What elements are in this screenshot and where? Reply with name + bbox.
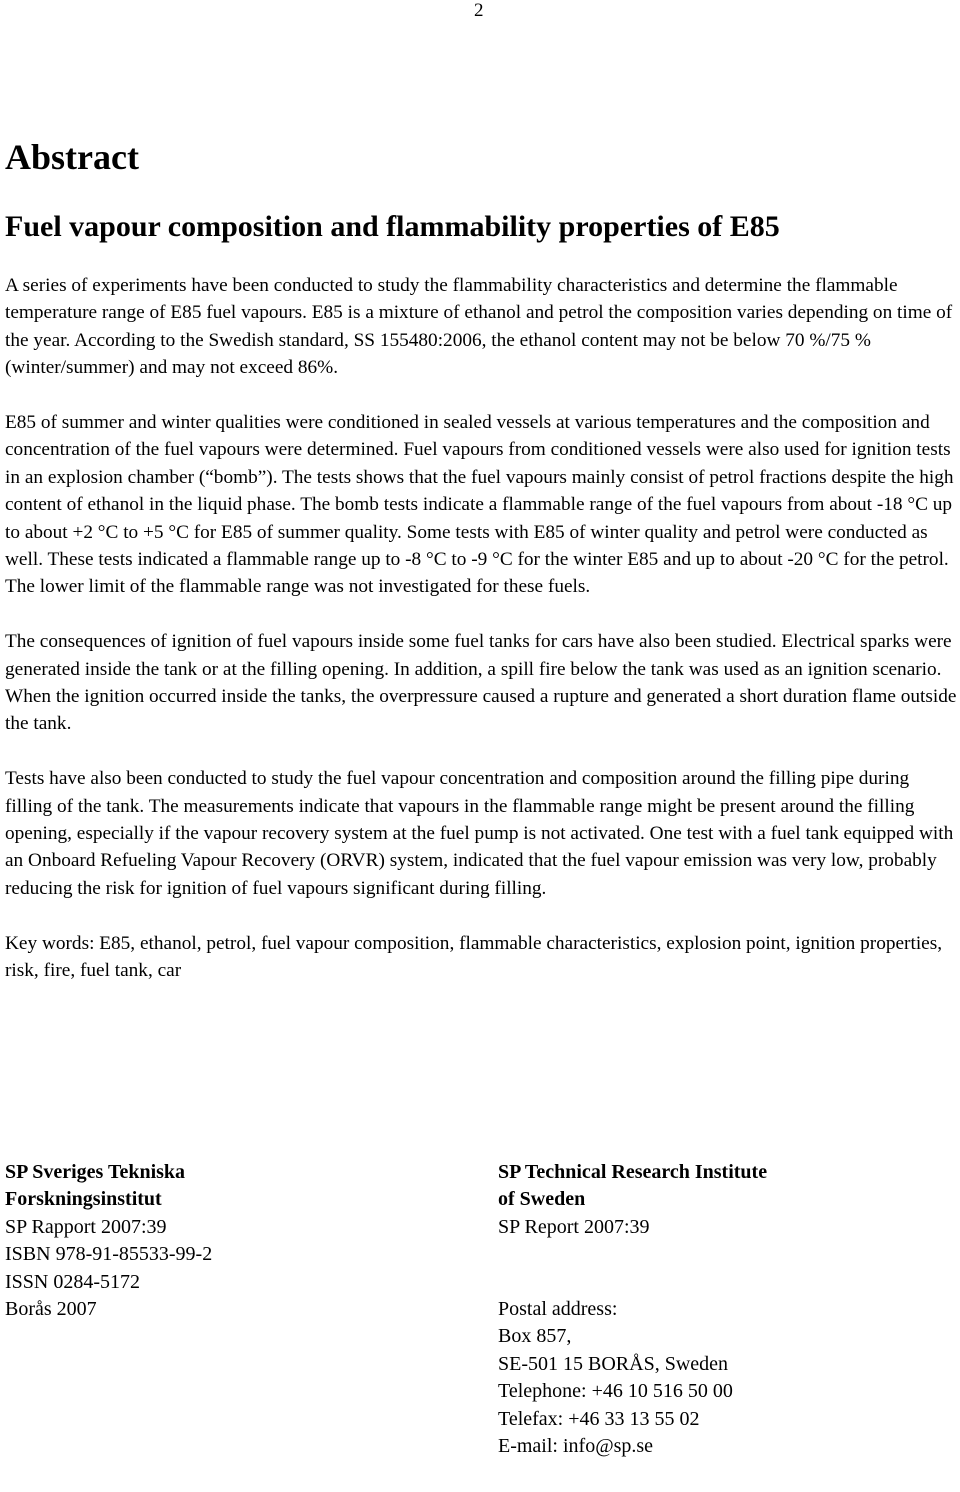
issn: ISSN 0284-5172 bbox=[5, 1270, 141, 1293]
page-number: 2 bbox=[474, 0, 484, 21]
telephone: Telephone: +46 10 516 50 00 bbox=[498, 1380, 733, 1403]
email-address: E-mail: info@sp.se bbox=[498, 1435, 654, 1458]
abstract-body bbox=[5, 272, 960, 1012]
org-name-sv-line1: SP Sveriges Tekniska bbox=[5, 1161, 186, 1183]
report-number-sv: SP Rapport 2007:39 bbox=[5, 1215, 167, 1238]
postal-address-label: Postal address: bbox=[498, 1298, 618, 1321]
org-name-sv-line2: Forskningsinstitut bbox=[5, 1188, 162, 1211]
footer-swedish-info bbox=[5, 1159, 405, 1323]
postal-box: Box 857, bbox=[498, 1325, 572, 1348]
footer-english-info bbox=[498, 1159, 958, 1460]
paragraph-intro: A series of experiments have been conducted to study the flammability characteristics and determine the flammable temperature range of E85 fuel vapours. E85 is a mixture of ethanol and petrol the composition varies depending on time of the year. According to the Swedish standard, SS 155480:2006, the ethanol content may not be below 70 %/75 % (winter/summer) and may not exceed 86%. bbox=[5, 275, 953, 379]
telefax: Telefax: +46 33 13 55 02 bbox=[498, 1407, 700, 1430]
footer-spacer bbox=[498, 1241, 958, 1296]
place-year: Borås 2007 bbox=[5, 1298, 97, 1321]
org-name-en-line1: SP Technical Research Institute bbox=[498, 1161, 768, 1183]
paragraph-filling-tests: Tests have also been conducted to study the fuel vapour concentration and composition around the filling pipe during filling of the tank. The measurements indicate that vapours in the flammable range might be present around the filling opening, especially if the vapour recovery system at the fuel pump is not activated. One test with a fuel tank equipped with an Onboard Refueling Vapour Recovery (ORVR) system, indicated that the fuel vapour emission was very low, probably reducing the risk for ignition of fuel vapours significant during filling. bbox=[5, 768, 954, 899]
isbn: ISBN 978-91-85533-99-2 bbox=[5, 1243, 213, 1266]
paragraph-keywords: Key words: E85, ethanol, petrol, fuel vapour composition, flammable characteristics, explosion point, ignition properties, risk, fire, fuel tank, car bbox=[5, 932, 943, 982]
report-number-en: SP Report 2007:39 bbox=[498, 1215, 650, 1238]
paragraph-vapour-tests: E85 of summer and winter qualities were conditioned in sealed vessels at various temperatures and the composition and concentration of the fuel vapours were determined. Fuel vapours from conditioned vessels were also used for ignition tests in an explosion chamber (“bomb”). The tests shows that the fuel vapours mainly consist of petrol fractions despite the high content of ethanol in the liquid phase. The bomb tests indicate a flammable range of the fuel vapours from about -18 °C up to about +2 °C to +5 °C for E85 of summer quality. Some tests with E85 of winter quality and petrol were conducted as well. These tests indicated a flammable range up to -8 °C to -9 °C for the winter E85 and up to about -20 °C for the petrol. The lower limit of the flammable range was not investigated for these fuels. bbox=[5, 412, 954, 598]
org-name-en-line2: of Sweden bbox=[498, 1188, 586, 1211]
document-title: Fuel vapour composition and flammability properties of E85 bbox=[5, 210, 780, 243]
abstract-heading: Abstract bbox=[5, 137, 139, 177]
paragraph-tank-ignition: The consequences of ignition of fuel vapours inside some fuel tanks for cars have also been studied. Electrical sparks were generated inside the tank or at the filling opening. In addition, a spill fire below the tank was used as an ignition scenario. When the ignition occurred inside the tanks, the overpressure caused a rupture and generated a short duration flame outside the tank. bbox=[5, 631, 957, 735]
postal-city: SE-501 15 BORÅS, Sweden bbox=[498, 1352, 729, 1375]
